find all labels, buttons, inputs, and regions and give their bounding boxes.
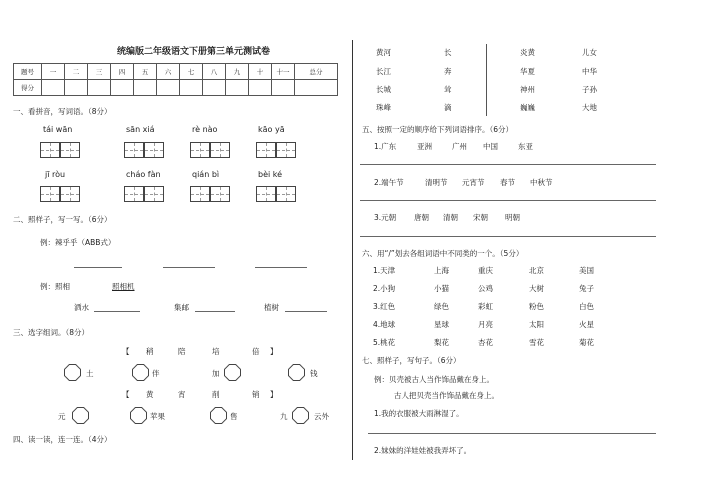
pinyin-label: rè nào: [192, 125, 218, 134]
word-part: 伴: [152, 369, 160, 378]
match-word: 耸: [444, 85, 452, 94]
tianzige-box[interactable]: [60, 186, 80, 202]
score-input-cell[interactable]: [272, 80, 295, 96]
match-word: 长江: [376, 67, 391, 76]
bracket: 】: [270, 347, 278, 356]
sort-word: 东亚: [518, 142, 533, 151]
char-option: 销: [252, 390, 260, 399]
answer-line[interactable]: [255, 267, 307, 268]
tianzige-box[interactable]: [210, 142, 230, 158]
section-7-heading: 七、照样子，写句子。（6分）: [362, 356, 461, 365]
tianzige-box[interactable]: [144, 186, 164, 202]
pinyin-label: tái wān: [43, 125, 73, 134]
char-option: 稍: [146, 347, 154, 356]
match-word: 神州: [520, 85, 535, 94]
match-word: 儿女: [582, 48, 597, 57]
group-word[interactable]: 月亮: [478, 320, 493, 329]
sort-word: 中秋节: [530, 178, 553, 187]
char-option: 削: [212, 390, 220, 399]
score-input-cell[interactable]: [226, 80, 249, 96]
char-option: 倍: [252, 347, 260, 356]
word-part: 元: [58, 412, 66, 421]
score-input-cell[interactable]: [65, 80, 88, 96]
tianzige-box[interactable]: [190, 142, 210, 158]
pinyin-label: cháo fàn: [126, 170, 161, 179]
tianzige-box[interactable]: [40, 142, 60, 158]
tianzige-box[interactable]: [144, 142, 164, 158]
page-title: 统编版二年级语文下册第三单元测试卷: [117, 47, 271, 57]
match-word: 华夏: [520, 67, 535, 76]
score-input-cell[interactable]: [295, 80, 338, 96]
group-word[interactable]: 菊花: [579, 338, 594, 347]
tianzige-box[interactable]: [40, 186, 60, 202]
section-1-heading: 一、看拼音，写词语。（8分）: [13, 107, 112, 116]
answer-line[interactable]: [360, 236, 656, 237]
group-word[interactable]: 2.小狗: [373, 284, 396, 293]
word-part: 九: [280, 412, 288, 421]
group-word[interactable]: 美国: [579, 266, 594, 275]
word-part: 苹果: [150, 412, 165, 421]
score-input-cell[interactable]: [203, 80, 226, 96]
example-text: 例：照相: [40, 282, 70, 291]
group-word[interactable]: 星球: [434, 320, 449, 329]
pinyin-label: qián bì: [192, 170, 220, 179]
group-word[interactable]: 公鸡: [478, 284, 493, 293]
section-6-heading: 六、用“/”划去各组词语中不同类的一个。（5分）: [362, 249, 524, 258]
answer-line[interactable]: [163, 267, 215, 268]
tianzige-box[interactable]: [276, 142, 296, 158]
pinyin-label: jī ròu: [45, 170, 66, 179]
match-word: 奔: [444, 67, 452, 76]
sort-word: 1.广东: [374, 142, 397, 151]
score-cell: 题号: [14, 64, 42, 80]
score-cell: 七: [180, 64, 203, 80]
section-3-heading: 三、选字组词。（8分）: [13, 328, 90, 337]
tianzige-box[interactable]: [210, 186, 230, 202]
char-option: 培: [212, 347, 220, 356]
score-cell: 八: [203, 64, 226, 80]
group-word[interactable]: 白色: [579, 302, 594, 311]
answer-octagon[interactable]: [130, 407, 147, 424]
sort-word: 元宵节: [462, 178, 485, 187]
question-sentence: 1.我的衣服被大雨淋湿了。: [374, 409, 464, 418]
match-word: 长: [444, 48, 452, 57]
answer-line[interactable]: [360, 200, 656, 201]
match-word: 中华: [582, 67, 597, 76]
word-prompt: 植树: [264, 303, 279, 312]
score-input-cell[interactable]: [134, 80, 157, 96]
score-cell: 二: [65, 64, 88, 80]
group-word[interactable]: 雪花: [529, 338, 544, 347]
group-word[interactable]: 4.地球: [373, 320, 396, 329]
question-sentence: 2.妹妹的洋娃娃被我弄坏了。: [374, 446, 472, 455]
score-cell: 九: [226, 64, 249, 80]
column-separator: [486, 44, 487, 116]
answer-octagon[interactable]: [72, 407, 89, 424]
match-word: 大地: [582, 103, 597, 112]
group-word[interactable]: 太阳: [529, 320, 544, 329]
sort-word: 清朝: [443, 213, 458, 222]
answer-line[interactable]: [360, 164, 656, 165]
char-option: 宵: [178, 390, 186, 399]
score-row: [14, 80, 338, 96]
group-word[interactable]: 大树: [529, 284, 544, 293]
score-input-cell[interactable]: [42, 80, 65, 96]
tianzige-box[interactable]: [276, 186, 296, 202]
score-cell: 十: [249, 64, 272, 80]
sort-word: 2.端午节: [374, 178, 404, 187]
score-input-cell[interactable]: [180, 80, 203, 96]
answer-octagon[interactable]: [292, 407, 309, 424]
answer-line[interactable]: [368, 433, 656, 434]
answer-line[interactable]: [94, 311, 140, 312]
tianzige-box[interactable]: [190, 186, 210, 202]
tianzige-box[interactable]: [60, 142, 80, 158]
answer-octagon[interactable]: [210, 407, 227, 424]
score-table: [13, 63, 338, 96]
score-header-row: [14, 64, 338, 80]
bracket: 】: [270, 390, 278, 399]
group-word[interactable]: 小猫: [434, 284, 449, 293]
example-sentence: 古人把贝壳当作饰品戴在身上。: [394, 391, 499, 400]
word-part: 钱: [310, 369, 318, 378]
group-word[interactable]: 重庆: [478, 266, 493, 275]
word-prompt: 洒水: [74, 303, 89, 312]
match-word: 子孙: [582, 85, 597, 94]
score-cell: 六: [157, 64, 180, 80]
pinyin-label: kāo yā: [258, 125, 285, 134]
match-word: 珠峰: [376, 103, 391, 112]
sort-word: 唐朝: [414, 213, 429, 222]
bracket: 【: [122, 390, 130, 399]
group-word[interactable]: 兔子: [579, 284, 594, 293]
tianzige-box[interactable]: [124, 142, 144, 158]
sort-word: 中国: [483, 142, 498, 151]
answer-octagon[interactable]: [288, 364, 305, 381]
sort-word: 3.元朝: [374, 213, 397, 222]
sort-word: 春节: [500, 178, 515, 187]
section-4-heading: 四、读一读，连一连。（4分）: [13, 435, 112, 444]
word-part: 售: [230, 412, 238, 421]
group-word[interactable]: 5.桃花: [373, 338, 396, 347]
answer-line[interactable]: [195, 311, 235, 312]
sort-word: 亚洲: [417, 142, 432, 151]
sort-word: 广州: [452, 142, 467, 151]
sort-word: 宋朝: [473, 213, 488, 222]
tianzige-box[interactable]: [124, 186, 144, 202]
score-cell: 一: [42, 64, 65, 80]
score-cell: 总分: [295, 64, 338, 80]
score-input-cell[interactable]: [111, 80, 134, 96]
score-input-cell[interactable]: [157, 80, 180, 96]
group-word[interactable]: 梨花: [434, 338, 449, 347]
answer-line[interactable]: [74, 267, 122, 268]
score-cell: 五: [134, 64, 157, 80]
answer-octagon[interactable]: [224, 364, 241, 381]
group-word[interactable]: 3.红色: [373, 302, 396, 311]
score-input-cell[interactable]: [249, 80, 272, 96]
group-word[interactable]: 彩虹: [478, 302, 493, 311]
section-2-heading: 二、照样子，写一写。（6分）: [13, 215, 112, 224]
match-word: 炎黄: [520, 48, 535, 57]
word-part: 云外: [314, 412, 329, 421]
answer-octagon[interactable]: [64, 364, 81, 381]
word-prompt: 集邮: [174, 303, 189, 312]
match-word: 滴: [444, 103, 452, 112]
score-input-cell[interactable]: [88, 80, 111, 96]
group-word[interactable]: 杏花: [478, 338, 493, 347]
group-word[interactable]: 粉色: [529, 302, 544, 311]
sort-word: 清明节: [425, 178, 448, 187]
example-answer: 照相机: [112, 282, 135, 291]
score-cell: 十一: [272, 64, 295, 80]
group-word[interactable]: 上海: [434, 266, 449, 275]
score-cell: 四: [111, 64, 134, 80]
example-sentence: 例：贝壳被古人当作饰品戴在身上。: [374, 375, 494, 384]
answer-line[interactable]: [285, 311, 327, 312]
group-word[interactable]: 绿色: [434, 302, 449, 311]
pinyin-label: sān xiá: [126, 125, 155, 134]
char-option: 陪: [178, 347, 186, 356]
group-word[interactable]: 1.天津: [373, 266, 396, 275]
section-5-heading: 五、按照一定的顺序给下列词语排序。（6分）: [362, 125, 514, 134]
page-divider: [352, 40, 353, 460]
word-part: 加: [212, 369, 220, 378]
example-text: 例：辣乎乎（ABB式）: [40, 238, 116, 247]
tianzige-box[interactable]: [256, 142, 276, 158]
match-word: 长城: [376, 85, 391, 94]
match-word: 黄河: [376, 48, 391, 57]
pinyin-label: bèi ké: [258, 170, 283, 179]
match-word: 巍巍: [520, 103, 535, 112]
score-cell: 得分: [14, 80, 42, 96]
bracket: 【: [122, 347, 130, 356]
score-cell: 三: [88, 64, 111, 80]
sort-word: 明朝: [505, 213, 520, 222]
group-word[interactable]: 北京: [529, 266, 544, 275]
word-part: 土: [86, 369, 94, 378]
char-option: 黄: [146, 390, 154, 399]
answer-octagon[interactable]: [132, 364, 149, 381]
tianzige-box[interactable]: [256, 186, 276, 202]
group-word[interactable]: 火星: [579, 320, 594, 329]
